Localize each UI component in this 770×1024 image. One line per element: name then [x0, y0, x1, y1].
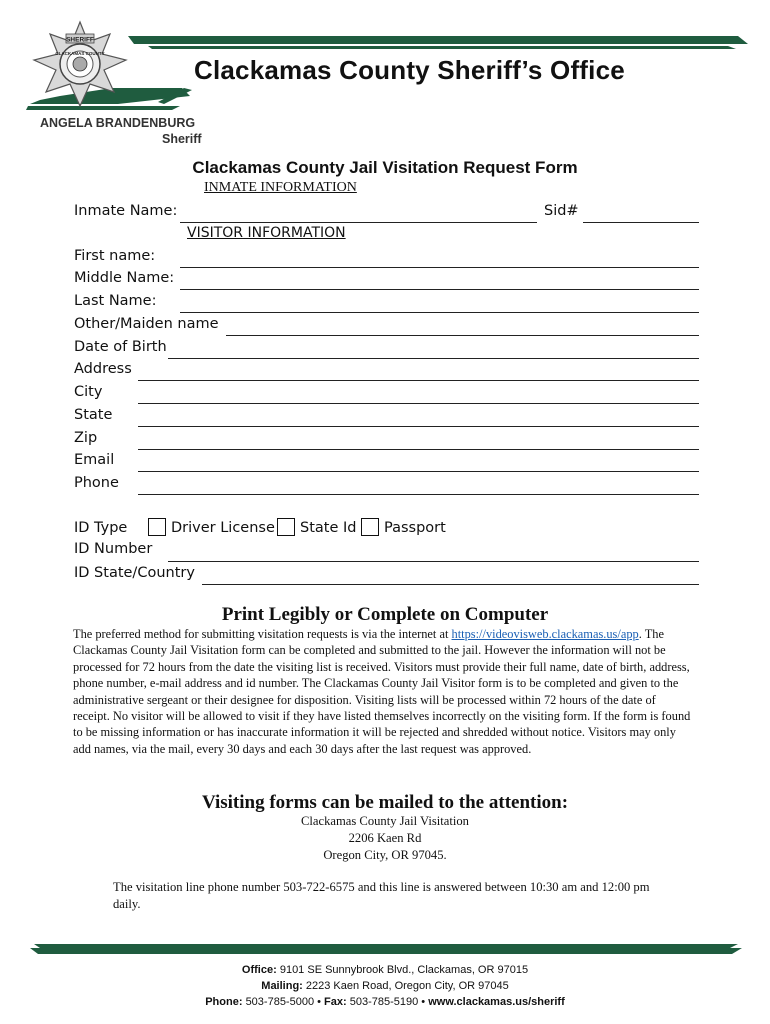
driver-license-label: Driver License — [171, 520, 275, 536]
state-id-label: State Id — [300, 520, 357, 536]
sheriff-name: ANGELA BRANDENBURG — [40, 116, 196, 130]
badge-ring-text: CLACKAMAS COUNTY — [55, 51, 105, 56]
address-label: Address — [74, 361, 132, 377]
footer-office-line — [0, 962, 770, 978]
mailing-line-2: 2206 Kaen Rd — [348, 831, 422, 845]
driver-license-checkbox[interactable] — [148, 518, 166, 536]
phone-label: Phone — [74, 475, 119, 491]
zip-field[interactable] — [138, 449, 699, 450]
footer-mailing-line — [0, 978, 770, 994]
id-type-label: ID Type — [74, 520, 128, 536]
id-number-field[interactable] — [168, 561, 699, 562]
address-field[interactable] — [138, 380, 699, 381]
dob-label: Date of Birth — [74, 339, 167, 355]
id-state-field[interactable] — [202, 584, 699, 585]
badge-top-text: SHERIFF — [66, 36, 94, 44]
sheriff-badge-logo — [22, 20, 138, 116]
footer-fax: 503-785-5190 — [349, 996, 419, 1008]
last-name-label: Last Name: — [74, 293, 157, 309]
footer-office-label: Office: — [241, 964, 277, 976]
footer-phone-line: Phone: 503-785-5000 • Fax: 503-785-5190 • www.clackamas.us/sheriff — [205, 996, 565, 1008]
sid-field[interactable] — [583, 222, 699, 223]
instructions-body: . The Clackamas County Jail Visitation form can be completed and submitted to the jail. However the information will not be processed for 72 hours from the date the visiting list is received. Visitors must provide their full name, date of birth, address, phone number, e-mail address and id number. The Clackamas County Jail Visitor form is to be completed and given to the administrative sergeant or their designee for disposition. Visiting lists will be processed within 72 hours of the date of receipt. No visitor will be allowed to visit if they have listed themselves incorrectly on the visiting form. If the form is found to be missing information or has inaccurate information it will be rejected and shredded without notice. Visitors may only add names, via the mail, every 30 days and each 30 days after the last request was approved. — [73, 627, 691, 756]
passport-checkbox[interactable] — [361, 518, 379, 536]
first-name-field[interactable] — [180, 267, 699, 268]
middle-name-field[interactable] — [180, 289, 699, 290]
first-name-label: First name: — [74, 248, 156, 264]
footer-phone: 503-785-5000 — [245, 996, 315, 1008]
dob-field[interactable] — [168, 358, 699, 359]
inmate-section-heading: INMATE INFORMATION — [204, 180, 357, 195]
mailing-line-1: Clackamas County Jail Visitation — [301, 814, 469, 828]
passport-label: Passport — [384, 520, 446, 536]
state-id-checkbox[interactable] — [277, 518, 295, 536]
footer-phone-label: Phone: — [205, 996, 243, 1008]
maiden-name-label: Other/Maiden name — [74, 316, 219, 332]
footer-contact — [0, 962, 770, 1010]
sheriff-title: Sheriff — [162, 132, 202, 146]
maiden-name-field[interactable] — [226, 335, 699, 336]
form-title: Clackamas County Jail Visitation Request Form — [192, 158, 578, 177]
middle-name-label: Middle Name: — [74, 270, 175, 286]
email-label: Email — [74, 452, 115, 468]
inmate-name-label: Inmate Name: — [74, 203, 178, 219]
city-label: City — [74, 384, 103, 400]
footer-website-link[interactable]: www.clackamas.us/sheriff — [428, 996, 565, 1008]
mailing-line-3: Oregon City, OR 97045. — [323, 848, 447, 862]
footer-stripes — [0, 938, 770, 958]
sid-label: Sid# — [544, 203, 579, 219]
last-name-field[interactable] — [180, 312, 699, 313]
mailing-heading: Visiting forms can be mailed to the attention: — [201, 792, 569, 813]
footer-office-address: 9101 SE Sunnybrook Blvd., Clackamas, OR 97015 — [279, 964, 529, 976]
inmate-name-field[interactable] — [180, 222, 537, 223]
video-visit-link[interactable]: https://videovisweb.clackamas.us/app — [451, 627, 639, 641]
footer-mailing-address: 2223 Kaen Road, Oregon City, OR 97045 — [305, 980, 509, 992]
visitor-section-heading: VISITOR INFORMATION — [187, 225, 346, 241]
id-state-label: ID State/Country — [74, 565, 195, 581]
footer-mailing-label: Mailing: — [261, 980, 303, 992]
visitation-phone-note: The visitation line phone number 503-722-6575 and this line is answered between 10:30 am and 12:00 pm daily. — [113, 880, 650, 911]
zip-label: Zip — [74, 430, 98, 446]
instructions-heading: Print Legibly or Complete on Computer — [221, 604, 549, 625]
instructions-intro: The preferred method for submitting visitation requests is via the internet at — [73, 627, 449, 641]
footer-fax-label: Fax: — [324, 996, 347, 1008]
id-number-label: ID Number — [74, 541, 153, 557]
state-label: State — [74, 407, 113, 423]
mailing-address — [0, 813, 770, 864]
city-field[interactable] — [138, 403, 699, 404]
instructions-paragraph — [73, 626, 691, 757]
email-field[interactable] — [138, 471, 699, 472]
phone-field[interactable] — [138, 494, 699, 495]
state-field[interactable] — [138, 426, 699, 427]
office-title: Clackamas County Sheriff’s Office — [194, 55, 625, 85]
